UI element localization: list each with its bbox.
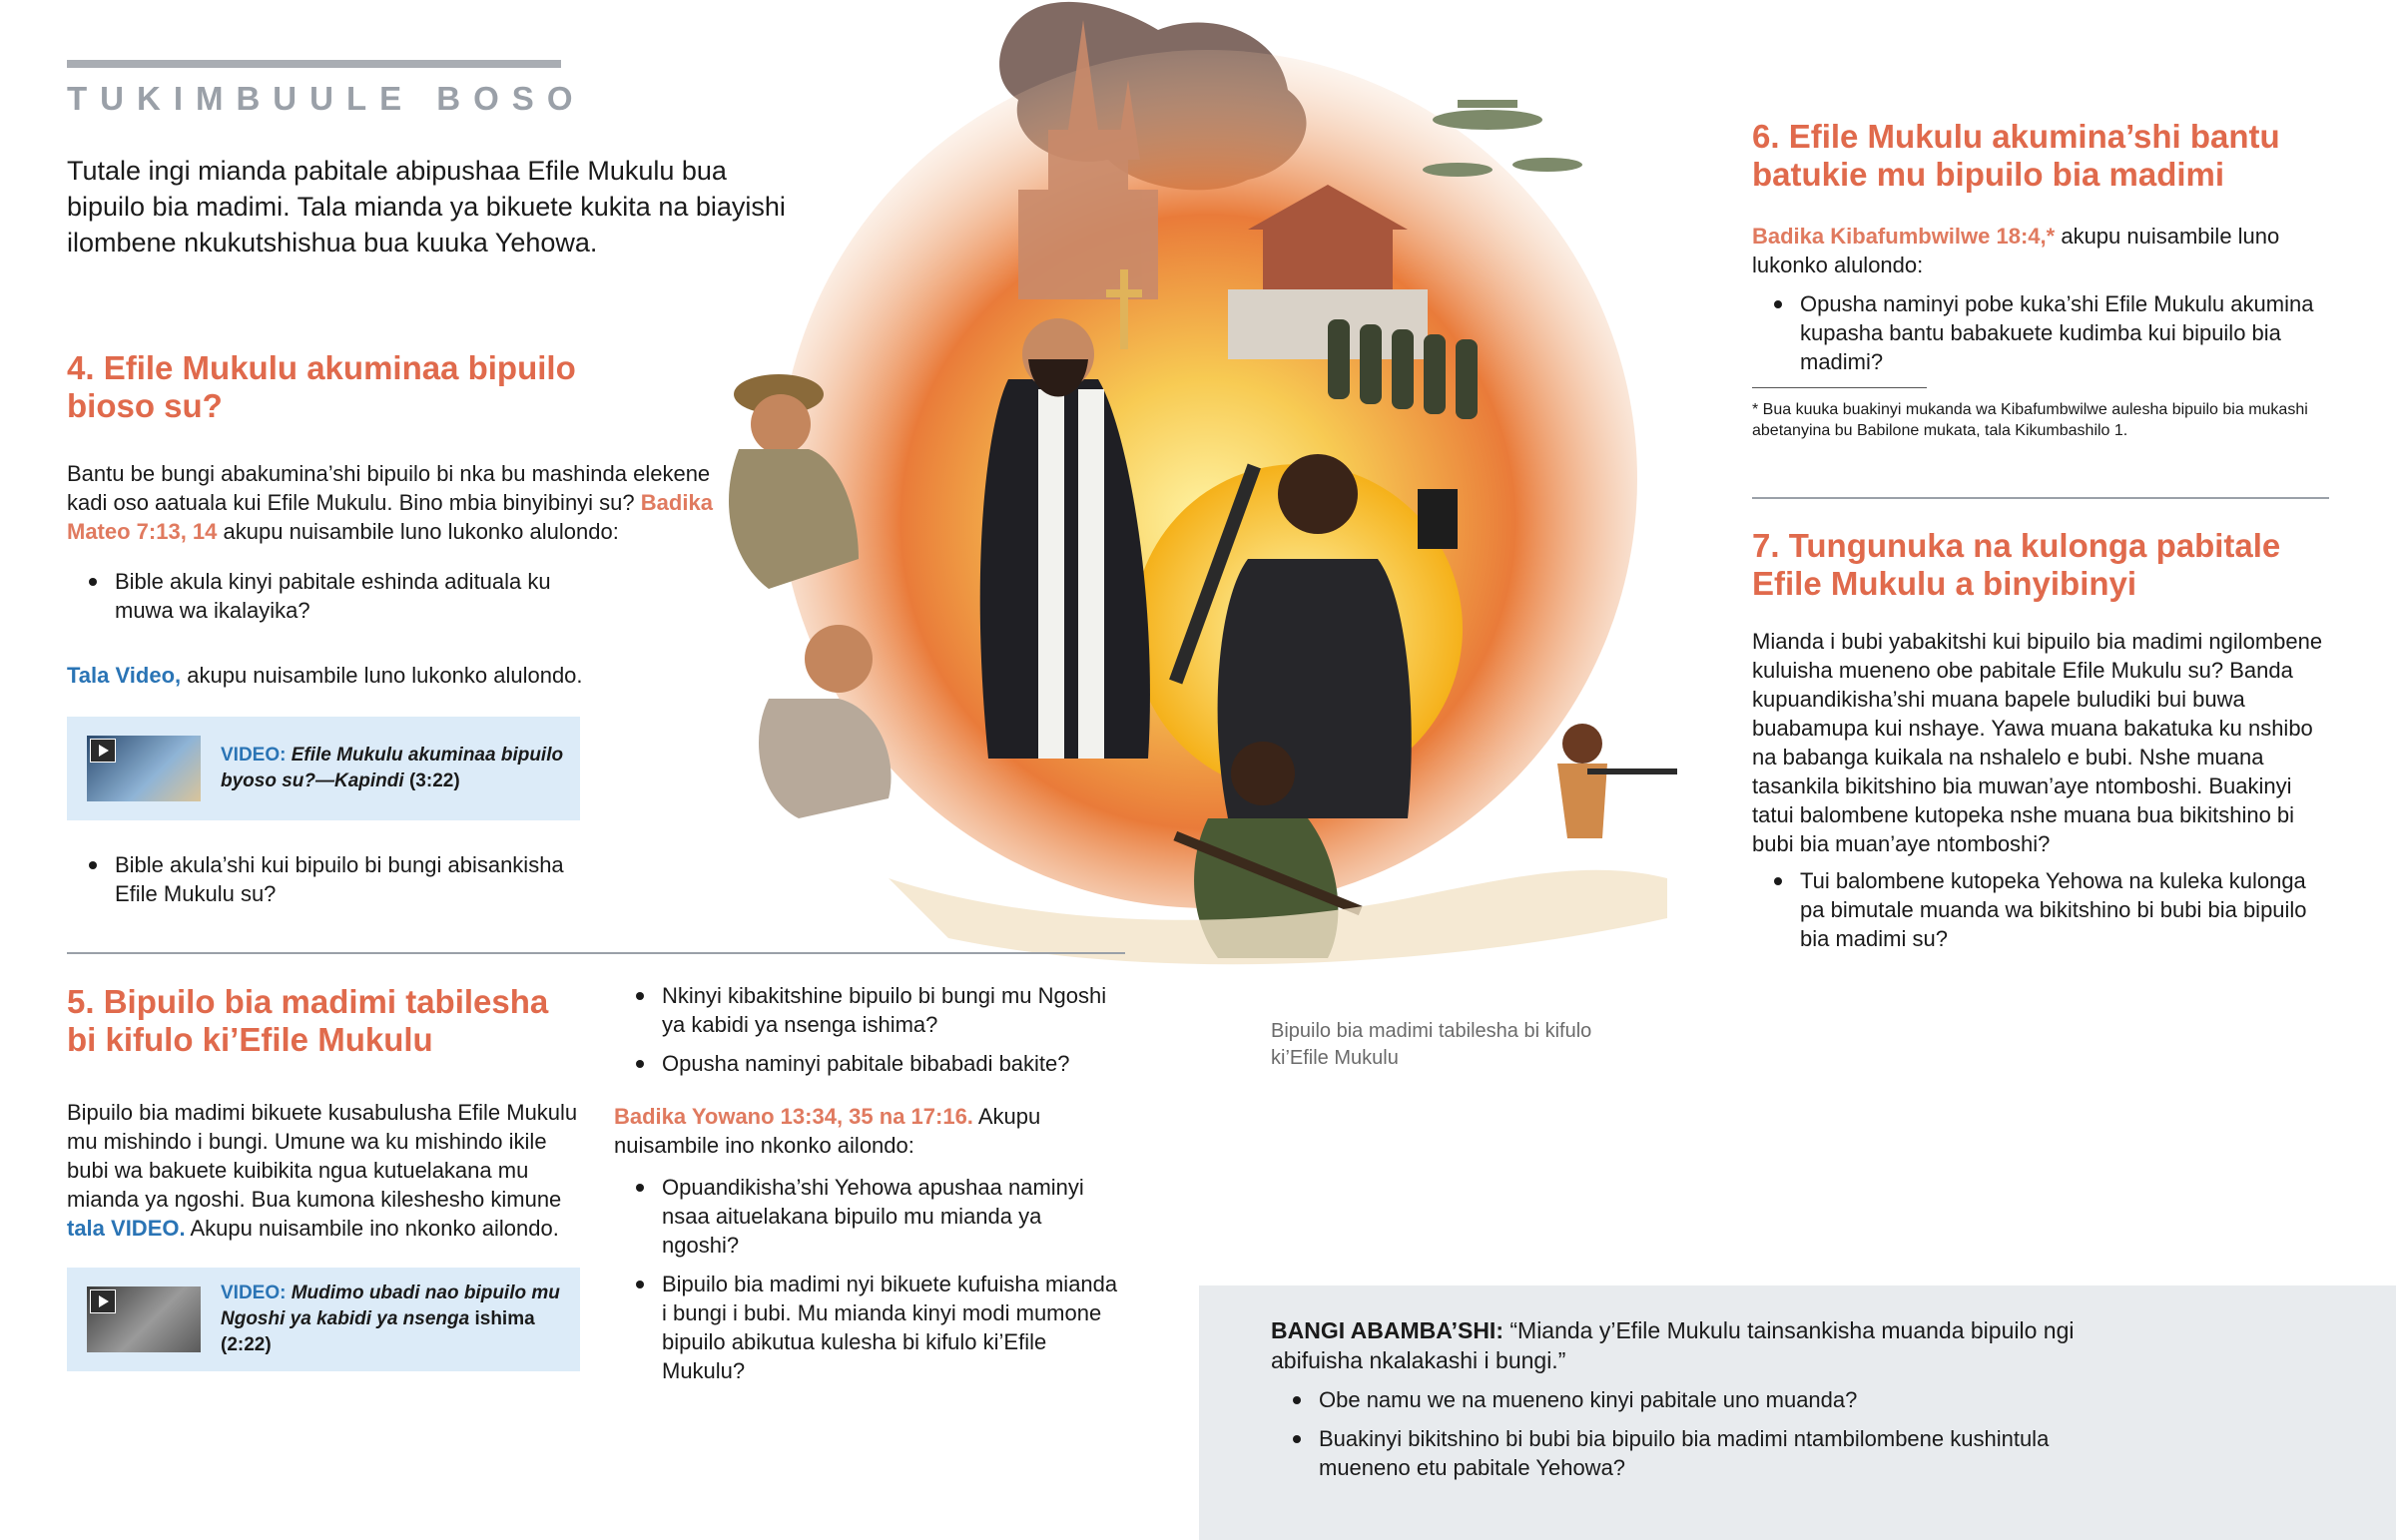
section5-bullet: Opusha naminyi pabitale bibabadi bakite? [614,1049,1133,1078]
section5-body-text: Bipuilo bia madimi bikuete kusabulusha Efile Mukulu mu mishindo i bungi. Umune wa ku mishindo ikile bubi wa bakuete kuibikita ngua kutuelakana mu mianda ya ngoshi. Bua kumona kileshesho kimune [67,1100,578,1212]
section4-video-intro-text: akupu nuisambile luno lukonko alulondo. [187,663,583,688]
section4-bullet: Bible akula kinyi pabitale eshinda adituala ku muwa wa ikalayika? [67,567,586,625]
video-thumbnail [87,736,201,801]
section5-body [67,1098,586,1243]
objection-bullets [1271,1385,2090,1492]
video-label: VIDEO: [221,1283,287,1303]
section7-body: Mianda i bubi yabakitshi kui bipuilo bia madimi ngilombene kuluisha mueneno obe pabitale Efile Mukulu su? Banda kupuandikisha’shi muana bapele buludiki bui buwa buabamupa kui nshaye. Yawa muana bakatuka ku nshibo na babanga kuikala na nshalelo e bubi. Nshe muana tasankila bikitshino bia muwan’aye ntomboshi. Buakinyi tatui balombene kutopeka nshe muana bua bikitshino bi bubi bia muan’aye ntomboshi? [1752,629,2323,856]
section4-body [67,459,726,546]
kicker-rule [67,60,561,68]
section7-heading: 7. Tungunuka na kulonga pabitale Efile Mukulu a binyibinyi [1752,527,2281,602]
video-title: Mudimo ubadi nao bipuilo mu Ngoshi ya kabidi ya nsenga [221,1283,560,1329]
section5-bullet: Nkinyi kibakitshine bipuilo bi bungi mu Ngoshi ya kabidi ya nsenga ishima? [614,981,1133,1039]
section6-body-text: akupu nuisambile luno lukonko alulondo: [1752,224,2280,277]
running-soldier-figure [1557,724,1677,838]
section5-heading: 5. Bipuilo bia madimi tabilesha bi kifulo ki’Efile Mukulu [67,983,549,1058]
section-divider [1752,497,2329,499]
intro-text: Tutale ingi mianda pabitale abipushaa Efile Mukulu bua bipuilo bia madimi. Tala mianda ya bikuete kukita na biayishi ilombene nkukutshishua bua kuuka Yehowa. [67,156,786,257]
section4-heading: 4. Efile Mukulu akuminaa bipuilo bioso su? [67,349,576,424]
section4-video-intro [67,661,706,690]
play-icon [90,739,116,763]
section6-footnote: * Bua kuuka buakinyi mukanda wa Kibafumbwilwe aulesha bipuilo bia mukashi abetanyina bu Babilone mukata, tala Kikumbashilo 1. [1752,401,2308,439]
objection-statement [1271,1315,2099,1375]
section5-video-link[interactable]: tala VIDEO. [67,1216,186,1241]
section5-bullets-a [614,981,1133,1088]
section4-body-text: Bantu be bungi abakumina’shi bipuilo bi nka bu mashinda elekene kadi oso aatuala kui Efile Mukulu. Bino mbia binyibinyi su? [67,461,711,515]
section6-bullets [1752,289,2331,386]
section7-bullet: Tui balombene kutopeka Yehowa na kuleka kulonga pa bimutale muanda wa bikitshino bi bubi bia bipuilo bia madimi su? [1752,866,2331,953]
video-label: VIDEO: [221,745,287,766]
section4-video-card[interactable] [67,717,580,820]
objection-bullet: Buakinyi bikitshino bi bubi bia bipuilo bia madimi ntambilombene kushintula mueneno etu pabitale Yehowa? [1271,1424,2090,1482]
objection-bullet: Obe namu we na mueneno kinyi pabitale uno muanda? [1271,1385,2090,1414]
section5-ref-paragraph [614,1102,1113,1160]
video-duration: (3:22) [408,770,460,791]
section4-bullets-2 [67,850,586,918]
section4-video-caption [221,743,580,794]
video-duration: (2:22) [221,1334,272,1355]
section5-ref-text: Akupu nuisambile ino nkonko ailondo: [614,1104,1041,1158]
section6-scripture-link[interactable]: Badika Kibafumbwilwe 18:4,* [1752,224,2056,249]
footnote-rule [1752,387,1927,388]
objection-quote: “Mianda y’Efile Mukulu tainsankisha muanda bipuilo ngi abifuisha nkalakashi i bungi.” [1271,1317,2075,1373]
section-kicker: TUKIMBUULE BOSO [67,80,586,117]
section7-bullets [1752,866,2331,963]
section6-heading: 6. Efile Mukulu akumina’shi bantu batukie mu bipuilo bia madimi [1752,118,2280,193]
section4-body-text-tail: akupu nuisambile luno lukonko alulondo: [223,519,619,544]
section5-video-caption [221,1281,580,1358]
section5-bullets-b [614,1173,1123,1395]
section4-bullets-1 [67,567,586,635]
section-divider [67,952,1125,954]
illustration-false-religion-war [689,0,1747,998]
illustration-caption: Bipuilo bia madimi tabilesha bi kifulo ki’Efile Mukulu [1271,1020,1592,1069]
play-icon [90,1289,116,1313]
video-title: Efile Mukulu akuminaa bipuilo byoso su?—Kapindi [221,745,564,791]
section5-bullet: Opuandikisha’shi Yehowa apushaa naminyi nsaa aituelakana bipuilo mu mianda ya ngoshi? [614,1173,1123,1260]
kneeling-soldier-figure [759,625,892,818]
section5-video-card[interactable] [67,1268,580,1371]
objection-label: BANGI ABAMBA’SHI: [1271,1317,1503,1343]
section6-body [1752,222,2331,279]
video-title-tail: ishima [474,1308,535,1329]
section4-video-link[interactable]: Tala Video, [67,663,182,688]
section4-scripture-link[interactable]: Badika Mateo 7:13, 14 [67,490,713,544]
section5-body-tail: Akupu nuisambile ino nkonko ailondo. [190,1216,559,1241]
section4-bullet: Bible akula’shi kui bipuilo bi bungi abisankisha Efile Mukulu su? [67,850,586,908]
section5-bullet: Bipuilo bia madimi nyi bikuete kufuisha mianda i bungi i bubi. Mu mianda kinyi modi mumone bipuilo abikutua kulesha bi kifulo ki’Efile Mukulu? [614,1270,1123,1385]
fire-backdrop [779,50,1637,908]
video-thumbnail [87,1286,201,1352]
section6-bullet: Opusha naminyi pobe kuka’shi Efile Mukulu akumina kupasha bantu babakuete kudimba kui bipuilo bia madimi? [1752,289,2331,376]
section5-scripture-link[interactable]: Badika Yowano 13:34, 35 na 17:16. [614,1104,973,1129]
